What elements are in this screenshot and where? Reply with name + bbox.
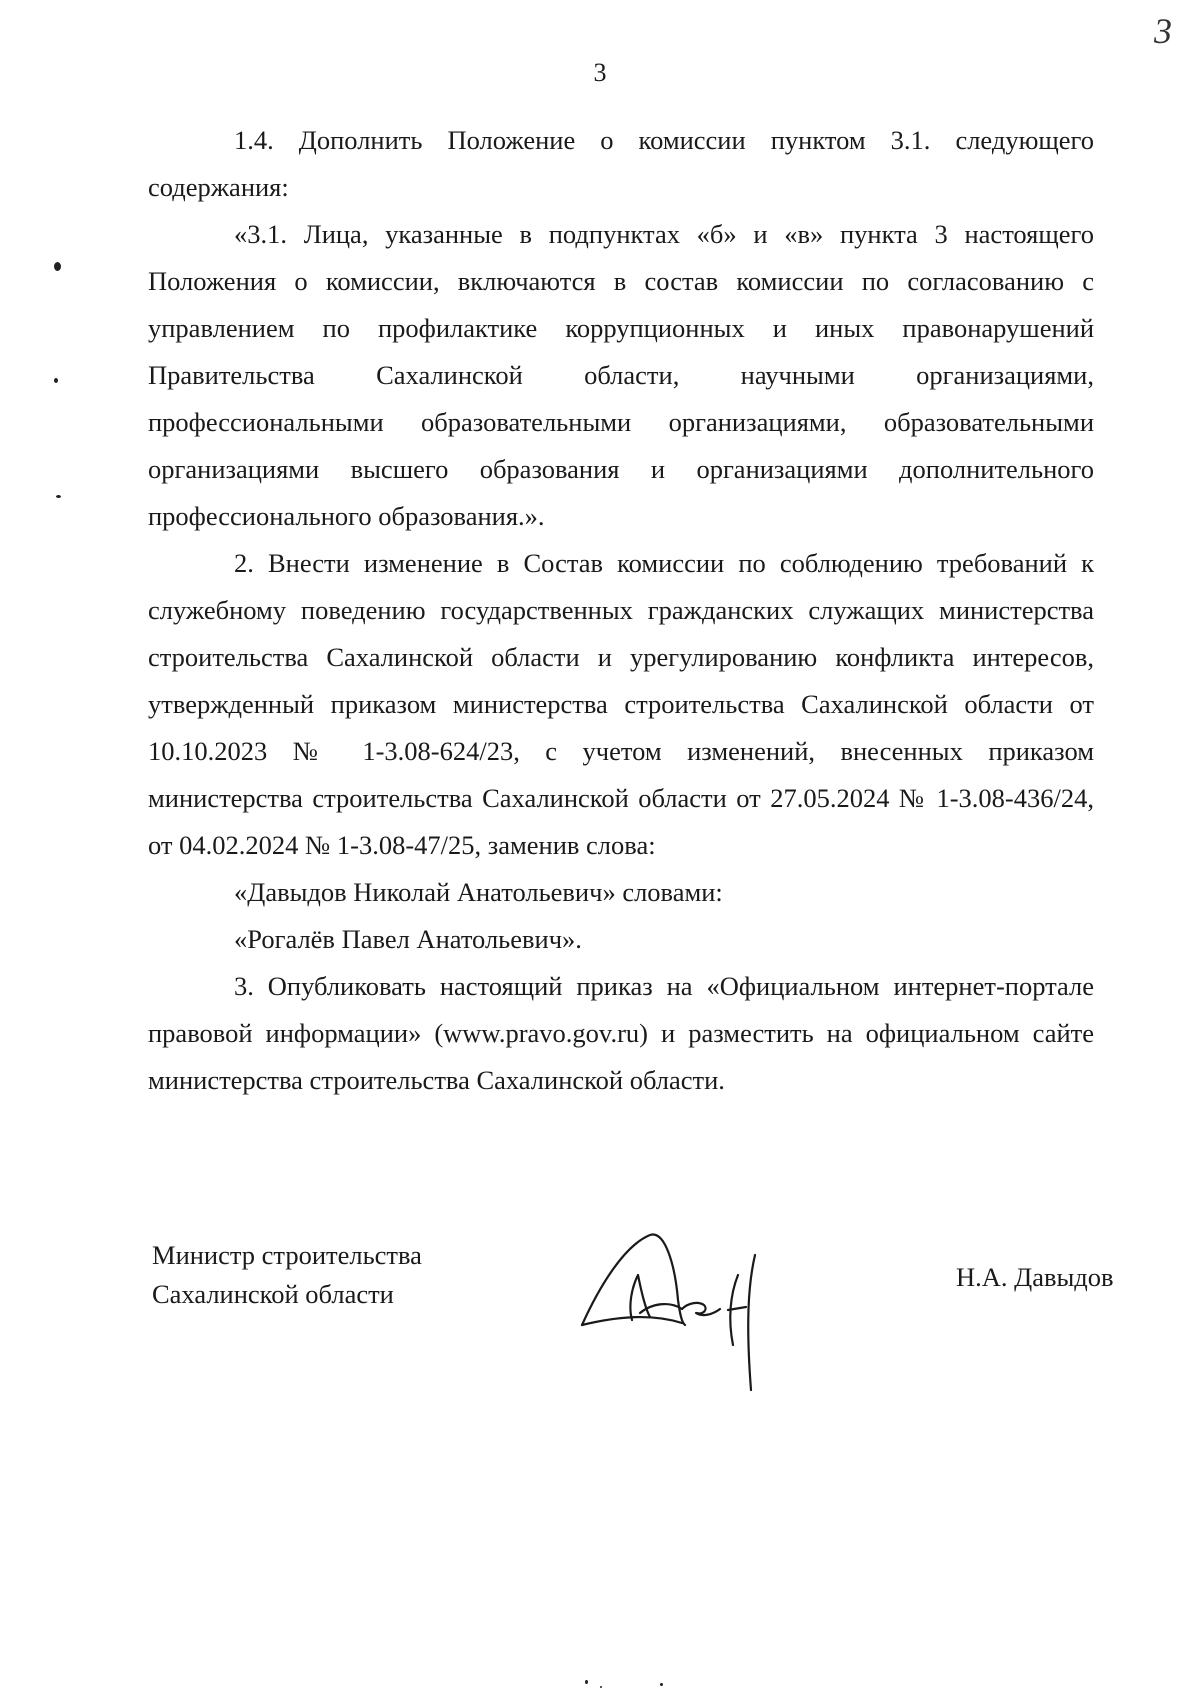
signatory-position-line-2: Сахалинской области: [152, 1279, 394, 1309]
paragraph-3: 3. Опубликовать настоящий приказ на «Официальном интернет-портале правовой информации» (www.pravo.gov.ru) и разместить на официальном сайте министерства строительства Сахалинской области.: [148, 971, 1094, 1095]
paragraph-2: 2. Внести изменение в Состав комиссии по соблюдению требований к служебному поведению государственных гражданских служащих министерства строительства Сахалинской области и урегулированию конфликта интересов, утвержденный приказом министерства строительства Сахалинской области от 10.10.2023 № 1-3.08-624/23, с учетом изменений, внесенных приказом министерства строительства Сахалинской области от 27.05.2024 № 1-3.08-436/24, от 04.02.2024 № 1-3.08-47/25, заменив слова:: [148, 548, 1094, 860]
scan-speck: [585, 1680, 588, 1684]
document-body: [148, 117, 1094, 1104]
scan-speck: [54, 262, 61, 271]
scan-speck: [660, 1683, 663, 1686]
handwritten-page-mark: 3: [1154, 11, 1172, 51]
replaced-name-line: «Давыдов Николай Анатольевич» словами:: [234, 877, 723, 907]
paragraph-1-4: 1.4. Дополнить Положение о комиссии пунктом 3.1. следующего содержания:: [148, 125, 1094, 202]
signatory-position: [152, 1236, 422, 1314]
signatory-position-line-1: Министр строительства: [152, 1240, 422, 1270]
scan-speck: [56, 495, 61, 498]
handwritten-signature: [570, 1205, 850, 1395]
signatory-name: Н.А. Давыдов: [956, 1262, 1114, 1292]
scan-speck: [54, 378, 58, 383]
new-name-line: «Рогалёв Павел Анатольевич».: [234, 924, 582, 954]
paragraph-3-1-quote: «3.1. Лица, указанные в подпунктах «б» и «в» пункта 3 настоящего Положения о комиссии, включаются в состав комиссии по согласованию с управлением по профилактике коррупционных и иных правонарушений Правительства Сахалинской области, научными организациями, профессиональными образовательными организациями, образовательными организациями высшего образования и организациями дополнительного профессионального образования.».: [148, 219, 1094, 531]
scan-speck: [600, 1686, 602, 1688]
page-number: 3: [593, 58, 607, 87]
